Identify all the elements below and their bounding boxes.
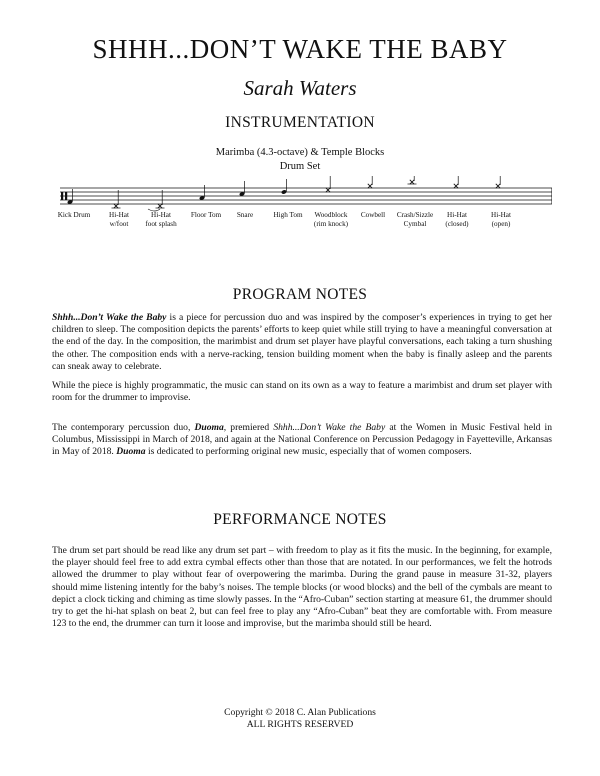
legend-note-4	[199, 185, 205, 201]
instrumentation-line-1: Marimba (4.3-octave) & Temple Blocks	[215, 147, 385, 158]
legend-note-11	[496, 176, 500, 188]
instrumentation-heading: INSTRUMENTATION	[225, 114, 375, 131]
legend-note-8	[368, 176, 372, 188]
legend-note-5	[239, 181, 245, 197]
legend-label-11: Hi-Hat (open)	[491, 211, 511, 228]
program-notes-paragraph-3	[52, 422, 552, 459]
paragraph-text: , premiered	[223, 422, 274, 433]
program-notes-paragraph-1	[52, 312, 552, 373]
legend-label-2: Hi-Hat w/foot	[109, 211, 129, 228]
program-notes-paragraph-2: While the piece is highly programmatic, the music can stand on its own as a way to feature a marimbist and drum set player with room for the drummer to improvise.	[52, 380, 552, 404]
legend-label-10: Hi-Hat (closed)	[445, 211, 469, 228]
legend-note-10	[454, 176, 458, 188]
legend-note-6	[281, 179, 287, 195]
legend-label-6: High Tom	[273, 211, 303, 219]
legend-label-4: Floor Tom	[190, 211, 222, 219]
rights-line: ALL RIGHTS RESERVED	[246, 719, 354, 730]
paragraph-text: The contemporary percussion duo,	[52, 422, 195, 433]
composer-name: Sarah Waters	[243, 76, 357, 100]
legend-label-1: Kick Drum	[57, 211, 91, 219]
legend-note-2	[112, 190, 121, 208]
legend-notes	[67, 176, 500, 211]
program-notes-heading: PROGRAM NOTES	[232, 286, 368, 303]
paragraph-text: is dedicated to performing original new music, especially that of women composers.	[145, 446, 472, 458]
legend-note-7	[326, 176, 330, 192]
legend-label-5: Snare	[236, 211, 254, 219]
legend-note-1	[67, 189, 73, 205]
piece-title-ref: Shhh...Don’t Wake the Baby	[52, 312, 167, 323]
piece-title-ref: Shhh...Don’t Wake the Baby	[273, 422, 386, 433]
legend-label-9: Crash/Sizzle Cymbal	[396, 211, 434, 228]
ensemble-name: Duoma	[116, 446, 146, 458]
copyright-footer	[0, 707, 600, 731]
performance-notes-paragraph: The drum set part should be read like any drum set part – with freedom to play as it fits the music. In the beginning, for example, the player should feel free to add extra cymbal effects other than those that are notated. In our performances, we felt the hotrods allowed the drummer to play without fear of overpowering the marimba. During the grand pause in measure 31-32, players should mime listening intently for the baby’s noises. The temple blocks (or wood blocks) and the bell of the cymbals are meant to depict a clock ticking and chiming as time slowly passes. In the “Afro-Cuban” section starting at measure 61, the drummer should try to get the hi-hat splash on beat 2, but can feel free to play any “Afro-Cuban” beat they are comfortable with. From measure 123 to the end, the drummer can turn it loose and improvise, but the marimba should still be heard.	[52, 545, 552, 630]
page-title: SHHH...DON’T WAKE THE BABY	[92, 34, 508, 64]
instrumentation-line-2: Drum Set	[279, 161, 321, 172]
ensemble-name: Duoma	[194, 422, 224, 433]
legend-note-3	[148, 190, 165, 211]
paragraph-text: is a piece for percussion duo and was inspired by the composer’s experiences in trying to get her children to sleep. The composition depicts the parents’ efforts to keep quiet while still trying to have a meaningful conversation at the end of the day. In the composition, the marimbist and drum set player have playful conversations, each taking a turn shushing the other. The composition ends with a nerve-racking, tension building moment when the baby is finally asleep and the parents can sneak away to celebrate.	[52, 312, 552, 372]
legend-note-9	[408, 176, 417, 184]
performance-notes-heading: PERFORMANCE NOTES	[213, 511, 387, 528]
legend-label-8: Cowbell	[360, 211, 386, 219]
copyright-line: Copyright © 2018 C. Alan Publications	[224, 707, 376, 718]
drum-legend-staff	[52, 176, 552, 216]
legend-label-7: Woodblock (rim knock)	[313, 211, 349, 228]
paragraph-text: at the Women in Music Festival held in Columbus, Mississippi in March of 2018, and again at the National Conference on Percussion Pedagogy in Fayetteville, Arkansas in May of 2018.	[52, 422, 552, 458]
legend-label-3: Hi-Hat foot splash	[145, 211, 177, 228]
